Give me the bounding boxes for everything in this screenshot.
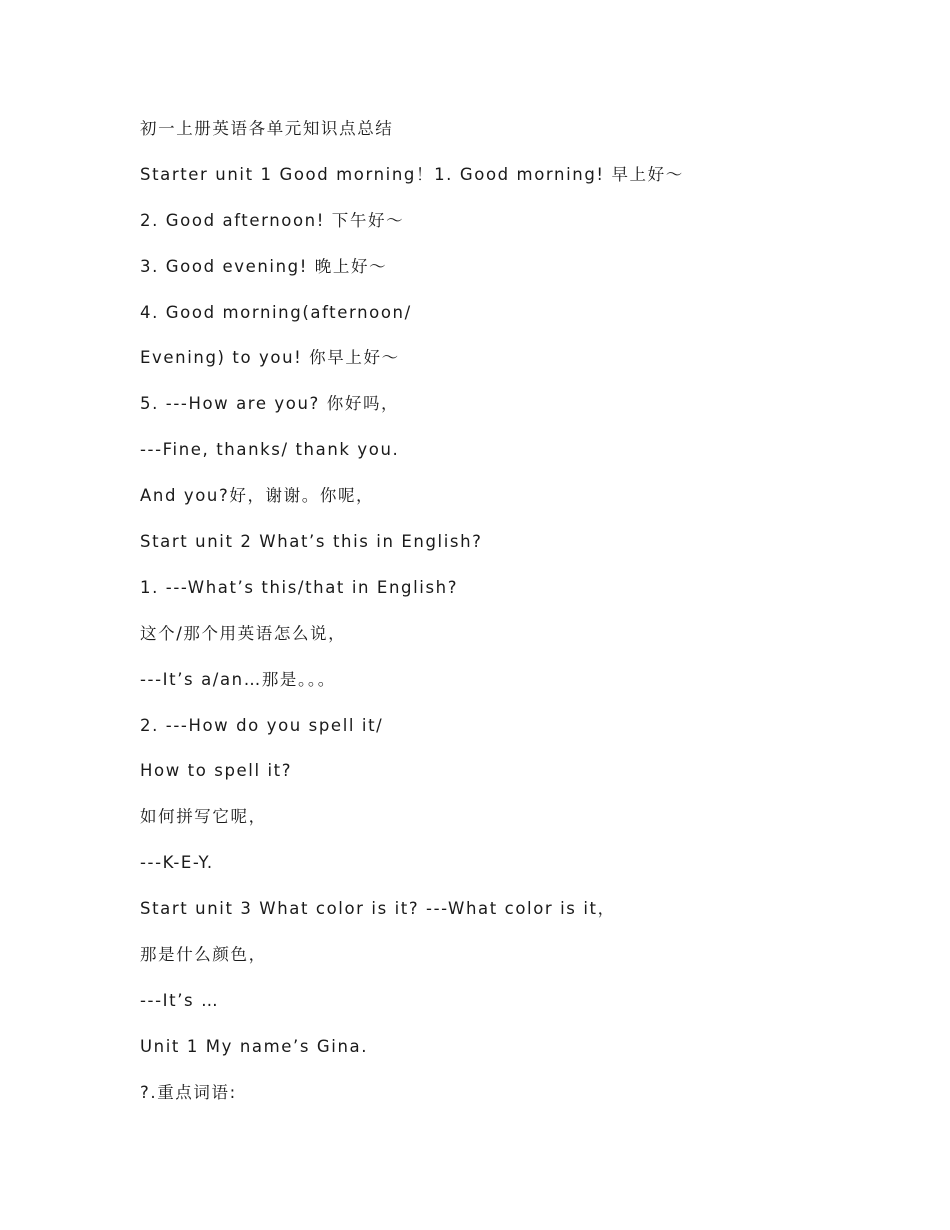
text-line: Start unit 3 What color is it? ---What color is it， [140, 899, 616, 919]
text-line: 这个/那个用英语怎么说， [140, 623, 347, 643]
document-title: 初一上册英语各单元知识点总结 [140, 119, 394, 138]
text-line: How to spell it? [140, 761, 293, 781]
text-line: Unit 1 My name’s Gina. [140, 1036, 369, 1056]
text-line: ---It’s a/an…那是。。。 [140, 669, 336, 689]
text-line: 2. Good afternoon! 下午好～ [140, 210, 405, 230]
text-line: 那是什么颜色， [140, 945, 267, 965]
text-line: And you?好，谢谢。你呢， [140, 486, 375, 506]
text-line: 5. ---How are you? 你好吗， [140, 394, 400, 414]
text-line: Evening) to you! 你早上好～ [140, 348, 400, 368]
text-line: ?.重点词语: [140, 1082, 237, 1102]
text-line: 1. ---What’s this/that in English? [140, 577, 459, 597]
text-line: ---Fine, thanks/ thank you. [140, 440, 400, 460]
text-line: 2. ---How do you spell it/ [140, 715, 384, 735]
document-body [140, 114, 900, 1124]
text-line: ---K-E-Y. [140, 853, 214, 873]
text-line: 如何拼写它呢， [140, 807, 267, 827]
text-line: Starter unit 1 Good morning！1. Good morning! 早上好～ [140, 164, 684, 184]
text-line: 3. Good evening! 晚上好～ [140, 256, 388, 276]
text-line: Start unit 2 What’s this in English? [140, 532, 483, 552]
text-line: ---It’s … [140, 990, 220, 1010]
text-line: 4. Good morning(afternoon/ [140, 302, 412, 322]
